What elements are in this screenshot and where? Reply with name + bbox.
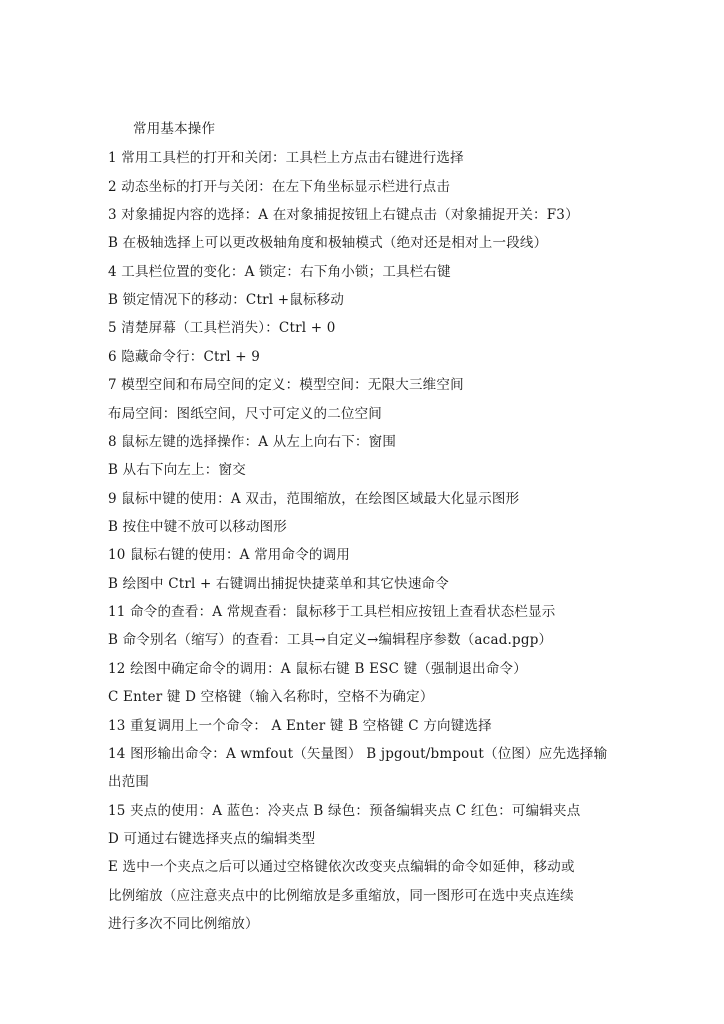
- text-line-13: 9 鼠标中键的使用：A 双击，范围缩放，在绘图区域最大化显示图形: [108, 491, 520, 507]
- text-line-9: 7 模型空间和布局空间的定义：模型空间：无限大三维空间: [108, 377, 464, 393]
- text-line-7: 5 清楚屏幕（工具栏消失）：Ctrl + 0: [108, 320, 336, 336]
- text-line-22: 14 图形输出命令：A wmfout（矢量图） B jpgout/bmpout（位图）应先选择输: [108, 746, 608, 762]
- text-line-27: 比例缩放（应注意夹点中的比例缩放是多重缩放，同一图形可在选中夹点连续: [108, 888, 574, 904]
- text-line-26: E 选中一个夹点之后可以通过空格键依次改变夹点编辑的命令如延伸，移动或: [108, 859, 575, 875]
- text-line-15: 10 鼠标右键的使用：A 常用命令的调用: [108, 547, 351, 563]
- text-line-2: 2 动态坐标的打开与关闭：在左下角坐标显示栏进行点击: [108, 179, 451, 195]
- page-title: 常用基本操作: [133, 121, 216, 137]
- text-line-1: 1 常用工具栏的打开和关闭：工具栏上方点击右键进行选择: [108, 150, 464, 166]
- text-line-25: D 可通过右键选择夹点的编辑类型: [108, 831, 316, 847]
- text-line-14: B 按住中键不放可以移动图形: [108, 519, 288, 535]
- text-line-19: 12 绘图中确定命令的调用：A 鼠标右键 B ESC 键（强制退出命令）: [108, 661, 527, 677]
- text-line-23: 出范围: [108, 774, 150, 790]
- text-line-28: 进行多次不同比例缩放）: [108, 916, 259, 932]
- text-line-4: B 在极轴选择上可以更改极轴角度和极轴模式（绝对还是相对上一段线）: [108, 235, 548, 251]
- text-line-20: C Enter 键 D 空格键（输入名称时，空格不为确定）: [108, 689, 434, 705]
- text-line-18: B 命令别名（缩写）的查看：工具→自定义→编辑程序参数（acad.pgp）: [108, 632, 553, 648]
- text-line-3: 3 对象捕捉内容的选择：A 在对象捕捉按钮上右键点击（对象捕捉开关：F3）: [108, 207, 579, 223]
- text-line-24: 15 夹点的使用：A 蓝色：冷夹点 B 绿色：预备编辑夹点 C 红色：可编辑夹点: [108, 803, 581, 819]
- text-line-16: B 绘图中 Ctrl + 右键调出捕捉快捷菜单和其它快速命令: [108, 576, 449, 592]
- text-line-10: 布局空间：图纸空间，尺寸可定义的二位空间: [108, 406, 382, 422]
- text-line-11: 8 鼠标左键的选择操作：A 从左上向右下：窗围: [108, 434, 397, 450]
- text-line-5: 4 工具栏位置的变化：A 锁定：右下角小锁；工具栏右键: [108, 264, 451, 280]
- text-line-8: 6 隐藏命令行：Ctrl + 9: [108, 349, 261, 365]
- text-line-12: B 从右下向左上：窗交: [108, 462, 246, 478]
- text-line-21: 13 重复调用上一个命令： A Enter 键 B 空格键 C 方向键选择: [108, 718, 492, 734]
- text-line-17: 11 命令的查看：A 常规查看：鼠标移于工具栏相应按钮上查看状态栏显示: [108, 604, 556, 620]
- text-line-6: B 锁定情况下的移动：Ctrl +鼠标移动: [108, 292, 345, 308]
